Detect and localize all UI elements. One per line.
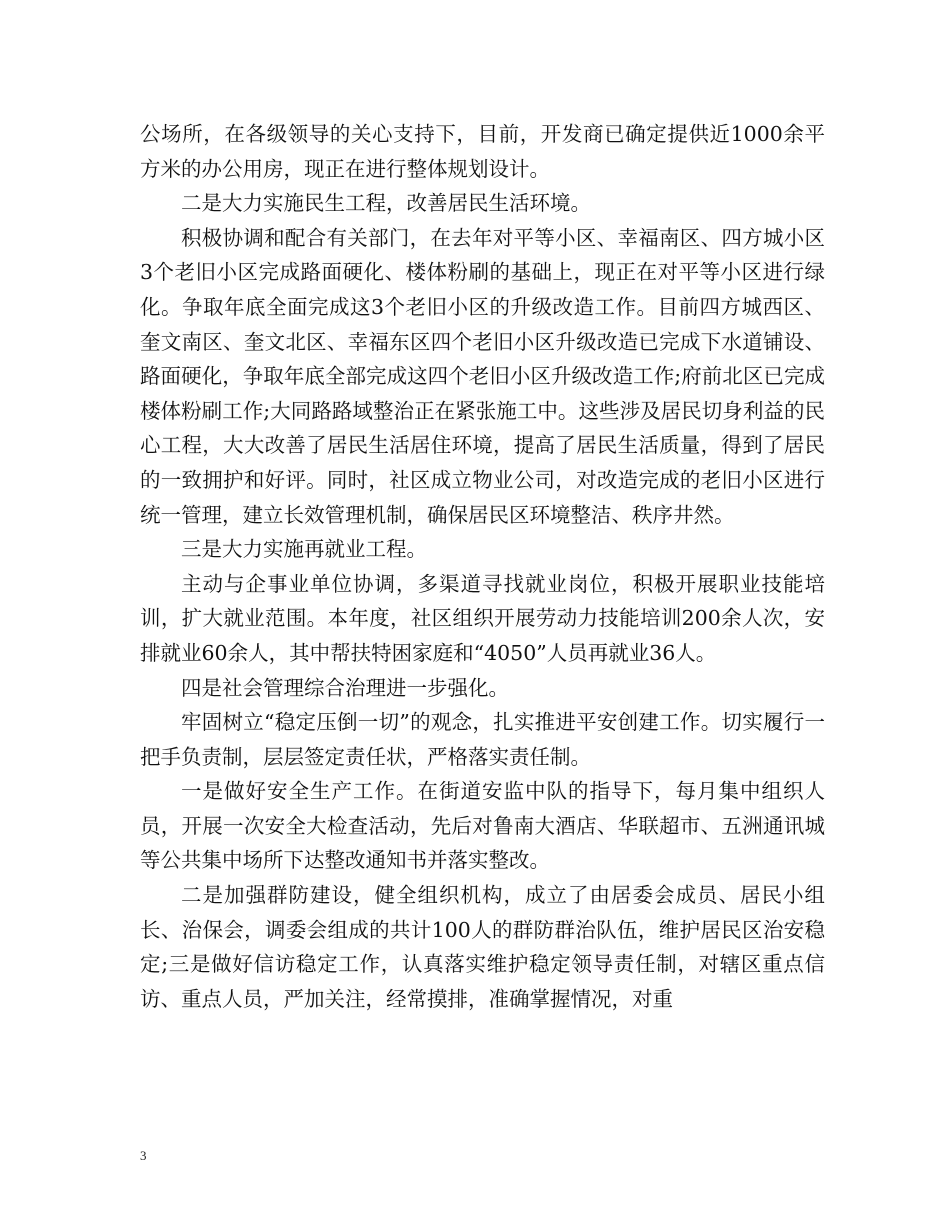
paragraph: 四是社会管理综合治理进一步强化。: [181, 675, 509, 700]
body-text: [140, 117, 825, 1016]
page-number: 3: [140, 1148, 147, 1163]
paragraph: 主动与企事业单位协调，多渠道寻找就业岗位，积极开展职业技能培训，扩大就业范围。本年度，社区组织开展劳动力技能培训200余人次，安排就业60余人，其中帮扶特困家庭和“4050”人员再就业36人。: [140, 571, 825, 665]
paragraph: 二是加强群防建设，健全组织机构，成立了由居委会成员、居民小组长、治保会，调委会组成的共计100人的群防群治队伍，维护居民区治安稳定;三是做好信访稳定工作，认真落实维护稳定领导责任制，对辖区重点信访、重点人员，严加关注，经常摸排，准确掌握情况，对重: [140, 883, 825, 1011]
paragraph: 牢固树立“稳定压倒一切”的观念，扎实推进平安创建工作。切实履行一把手负责制，层层签定责任状，严格落实责任制。: [140, 710, 825, 769]
paragraph: 公场所，在各级领导的关心支持下，目前，开发商已确定提供近1000余平方米的办公用房，现正在进行整体规划设计。: [140, 122, 825, 181]
paragraph: 积极协调和配合有关部门，在去年对平等小区、幸福南区、四方城小区 3个老旧小区完成路面硬化、楼体粉刷的基础上，现正在对平等小区进行绿化。争取年底全面完成这3个老旧小区的升级改造工作。目前四方城西区、奎文南区、奎文北区、幸福东区四个老旧小区升级改造已完成下水道铺设、路面硬化，争取年底全部完成这四个老旧小区升级改造工作;府前北区已完成楼体粉刷工作;大同路路域整治正在紧张施工中。这些涉及居民切身利益的民心工程，大大改善了居民生活居住环境，提高了居民生活质量，得到了居民的一致拥护和好评。同时，社区成立物业公司，对改造完成的老旧小区进行统一管理，建立长效管理机制，确保居民区环境整洁、秩序井然。: [140, 225, 825, 527]
paragraph: 一是做好安全生产工作。在街道安监中队的指导下，每月集中组织人员，开展一次安全大检查活动，先后对鲁南大酒店、华联超市、五洲通讯城等公共集中场所下达整改通知书并落实整改。: [140, 779, 825, 873]
paragraph: 二是大力实施民生工程，改善居民生活环境。: [181, 191, 591, 216]
paragraph: 三是大力实施再就业工程。: [181, 537, 427, 562]
